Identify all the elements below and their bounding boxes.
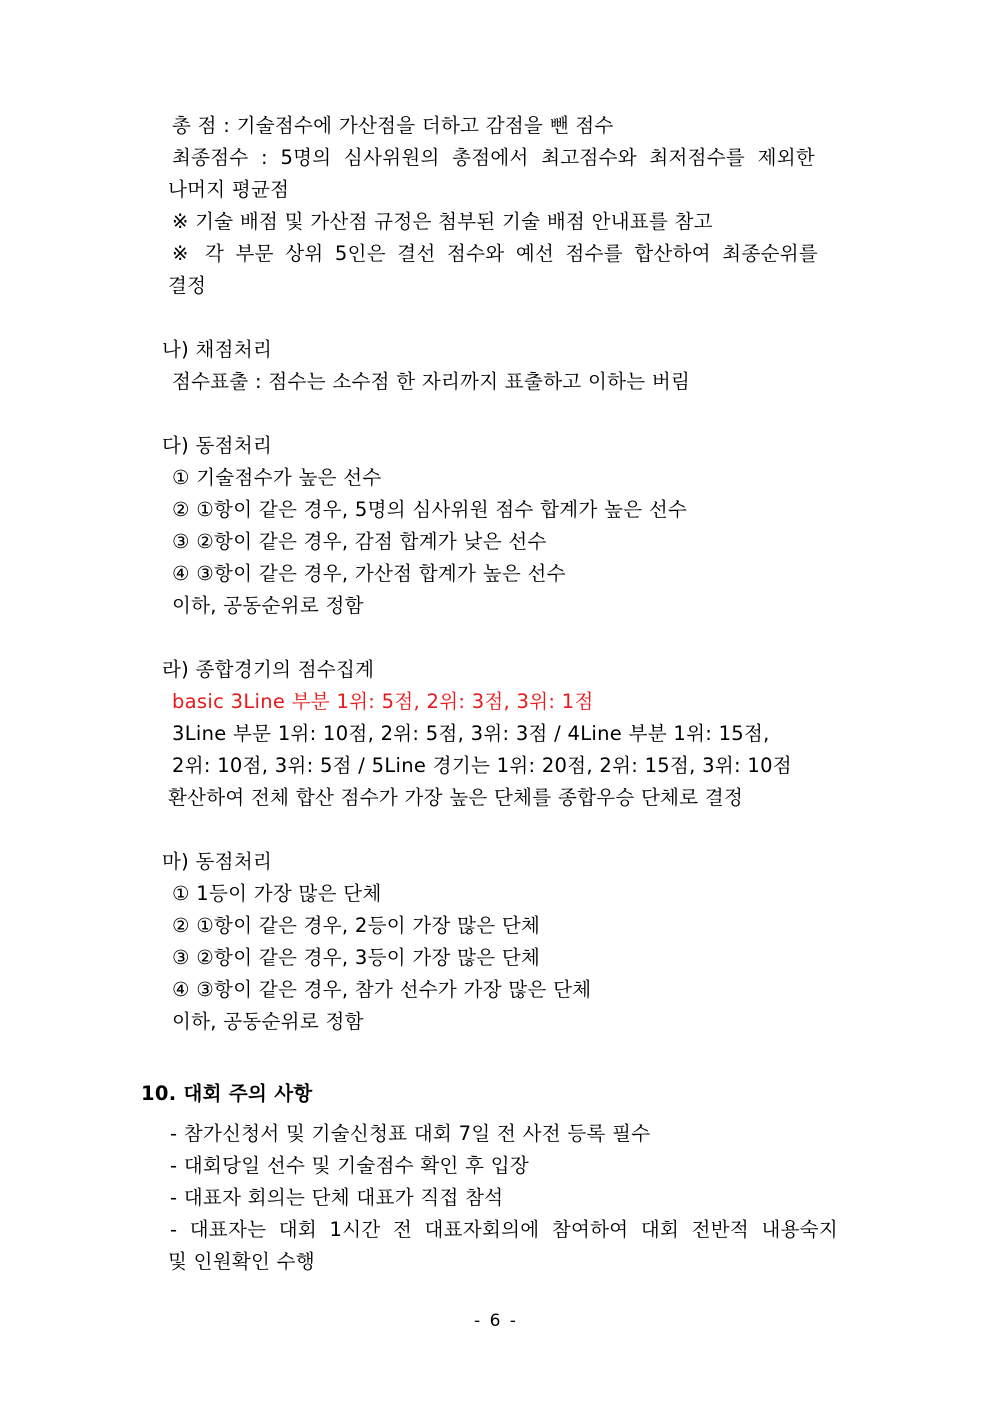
total-score-line: 총 점 : 기술점수에 가산점을 더하고 감점을 뺀 점수 <box>172 114 614 137</box>
team-tiebreak-item: ④ ③항이 같은 경우, 참가 선수가 가장 많은 단체 <box>172 978 592 1001</box>
5line-points: 2위: 10점, 3위: 5점 / 5Line 경기는 1위: 20점, 2위: 15점, 3위: 10점 <box>172 754 792 777</box>
section-heading-team-scoring: 라) 종합경기의 점수집계 <box>162 658 375 681</box>
section-heading-precautions: 10. 대회 주의 사항 <box>141 1082 313 1105</box>
3line-4line-points: 3Line 부문 1위: 10점, 2위: 5점, 3위: 3점 / 4Line 부분 1위: 15점, <box>172 722 770 745</box>
team-tiebreak-item: ③ ②항이 같은 경우, 3등이 가장 많은 단체 <box>172 946 541 969</box>
final-score-line: 최종점수 : 5명의 심사위원의 총점에서 최고점수와 최저점수를 제외한 <box>172 146 815 169</box>
section-heading-team-tiebreak: 마) 동점처리 <box>162 850 273 873</box>
page-number: - 6 - <box>474 1311 518 1331</box>
team-winner-rule: 환산하여 전체 합산 점수가 가장 높은 단체를 종합우승 단체로 결정 <box>168 786 744 809</box>
precaution-item: - 대표자 회의는 단체 대표가 직접 참석 <box>170 1186 504 1209</box>
team-tiebreak-item: ② ①항이 같은 경우, 2등이 가장 많은 단체 <box>172 914 541 937</box>
note-line-2: ※ 각 부문 상위 5인은 결선 점수와 예선 점수를 합산하여 최종순위를 <box>172 242 818 265</box>
precaution-item: - 대표자는 대회 1시간 전 대표자회의에 참여하여 대회 전반적 내용숙지 <box>170 1218 838 1241</box>
note-line-1: ※ 기술 배점 및 가산점 규정은 첨부된 기술 배점 안내표를 참고 <box>172 210 713 233</box>
section-heading-tiebreak: 다) 동점처리 <box>162 434 273 457</box>
tiebreak-item: ③ ②항이 같은 경우, 감점 합계가 낮은 선수 <box>172 530 547 553</box>
team-tiebreak-tail: 이하, 공동순위로 정함 <box>172 1010 364 1033</box>
section-heading-scoring: 나) 채점처리 <box>162 338 273 361</box>
basic-3line-points: basic 3Line 부분 1위: 5점, 2위: 3점, 3위: 1점 <box>172 690 594 713</box>
team-tiebreak-item: ① 1등이 가장 많은 단체 <box>172 882 382 905</box>
final-score-line-cont: 나머지 평균점 <box>168 178 290 201</box>
note-line-2-cont: 결정 <box>168 274 207 297</box>
precaution-item: - 대회당일 선수 및 기술점수 확인 후 입장 <box>170 1154 530 1177</box>
precaution-item-cont: 및 인원확인 수행 <box>168 1250 315 1273</box>
tiebreak-item: ① 기술점수가 높은 선수 <box>172 466 382 489</box>
score-display-line: 점수표출 : 점수는 소수점 한 자리까지 표출하고 이하는 버림 <box>172 370 691 393</box>
tiebreak-item: ④ ③항이 같은 경우, 가산점 합계가 높은 선수 <box>172 562 566 585</box>
precaution-item: - 참가신청서 및 기술신청표 대회 7일 전 사전 등록 필수 <box>170 1122 651 1145</box>
tiebreak-item: ② ①항이 같은 경우, 5명의 심사위원 점수 합계가 높은 선수 <box>172 498 688 521</box>
tiebreak-tail: 이하, 공동순위로 정함 <box>172 594 364 617</box>
